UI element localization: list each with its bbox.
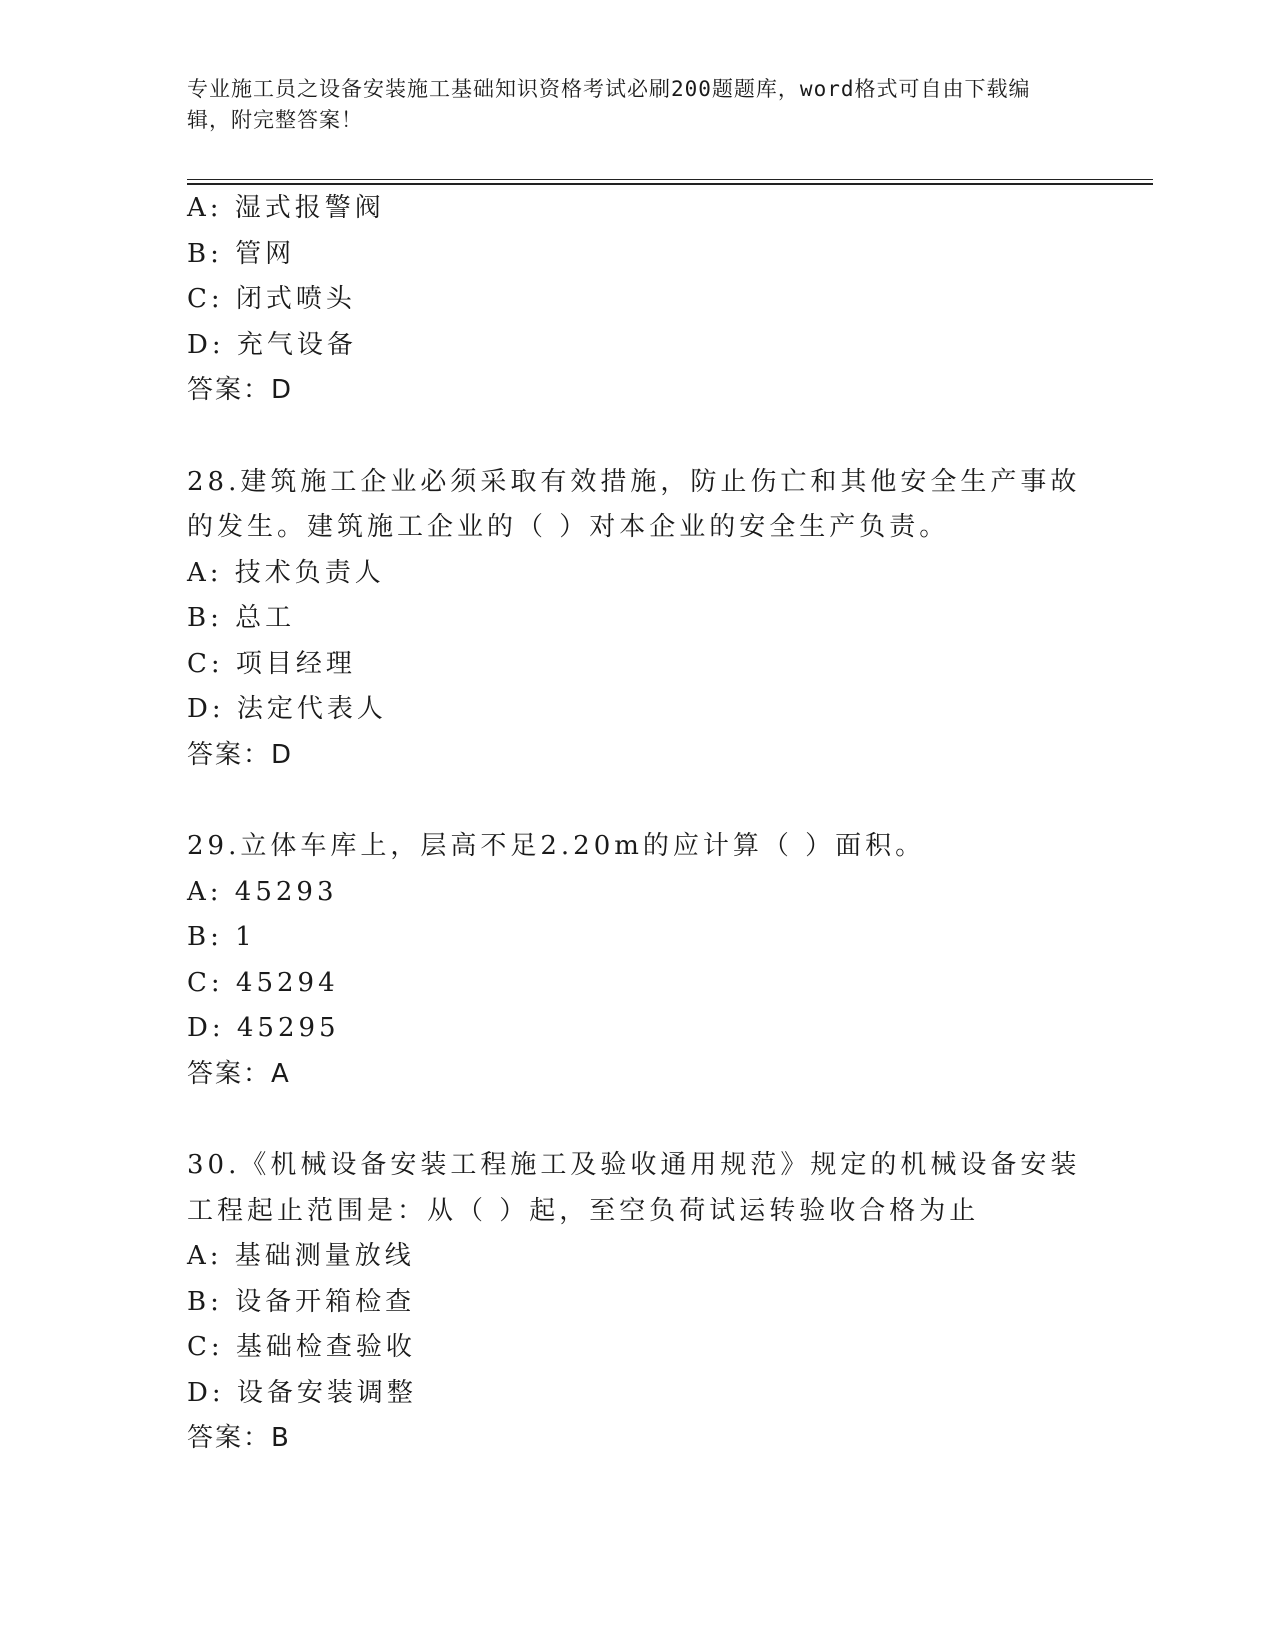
option-d: D: 充气设备: [187, 329, 357, 360]
question-stem: 28.建筑施工企业必须采取有效措施，防止伤亡和其他安全生产事故的发生。建筑施工企业的（ ）对本企业的安全生产负责。: [187, 466, 1081, 542]
option-d: D: 设备安装调整: [187, 1377, 417, 1408]
option-b: B: 管网: [187, 238, 296, 269]
option-a: A: 基础测量放线: [187, 1241, 415, 1271]
question-list: [187, 186, 1087, 1462]
question-27: [187, 186, 1087, 414]
option-c: C: 45294: [187, 967, 339, 998]
question-stem: 30.《机械设备安装工程施工及验收通用规范》规定的机械设备安装工程起止范围是：从（ ）起，至空负荷试运转验收合格为止: [187, 1150, 1081, 1226]
question-stem: 29.立体车库上，层高不足2.20m的应计算（ ）面积。: [187, 831, 926, 861]
answer: 答案：D: [187, 375, 294, 405]
question-28: [187, 460, 1087, 779]
option-c: C: 项目经理: [187, 648, 356, 679]
header-rule-thick: [187, 183, 1153, 185]
option-b: B: 总工: [187, 603, 296, 633]
option-b: B: 设备开箱检查: [187, 1286, 416, 1317]
option-a: A: 湿式报警阀: [187, 193, 385, 223]
answer: 答案：A: [187, 1058, 291, 1089]
option-c: C: 闭式喷头: [187, 284, 356, 314]
option-a: A: 技术负责人: [187, 557, 385, 588]
document-header: 专业施工员之设备安装施工基础知识资格考试必刷200题题库，word格式可自由下载编辑，附完整答案！: [187, 77, 1031, 132]
answer: 答案：B: [187, 1423, 291, 1453]
option-a: A: 45293: [187, 876, 338, 907]
question-29: [187, 824, 1087, 1097]
option-d: D: 法定代表人: [187, 694, 387, 724]
option-d: D: 45295: [187, 1013, 340, 1043]
answer: 答案：D: [187, 739, 294, 770]
option-b: B: 1: [187, 922, 256, 952]
option-c: C: 基础检查验收: [187, 1332, 416, 1362]
header-rule-thin: [187, 179, 1153, 180]
question-30: [187, 1143, 1087, 1462]
